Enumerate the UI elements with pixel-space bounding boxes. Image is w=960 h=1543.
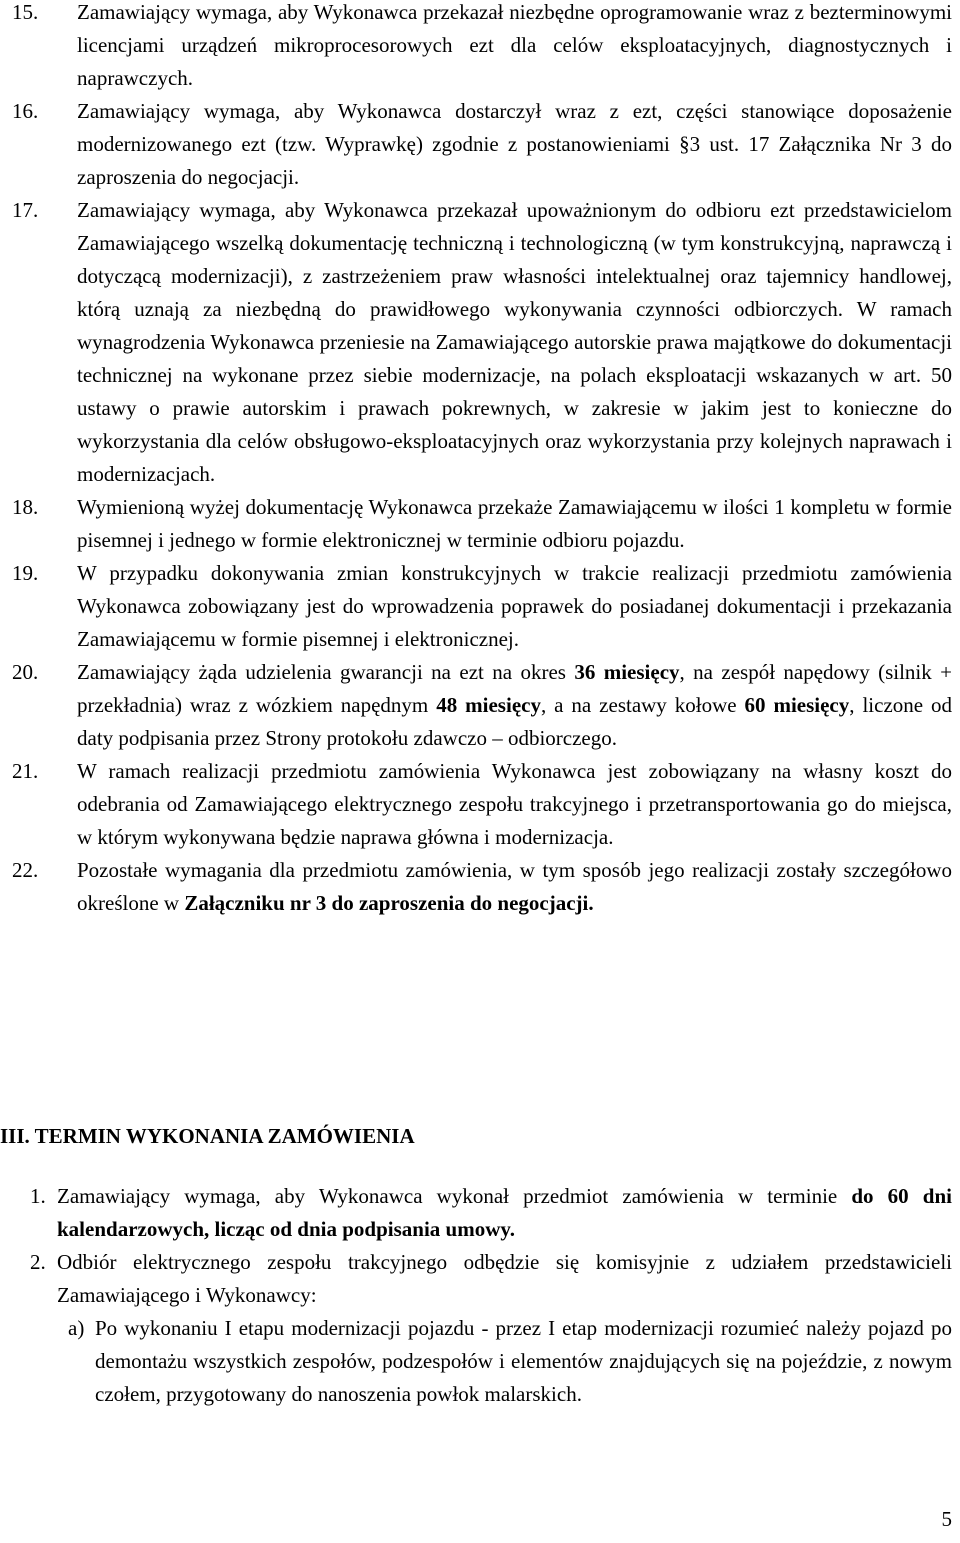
list-item-19 — [12, 557, 952, 656]
bold-text: 48 miesięcy — [436, 693, 541, 717]
list-item-1 — [30, 1180, 952, 1246]
page-number: 5 — [941, 1507, 952, 1531]
item-number: 20. — [12, 660, 39, 684]
item-text: Odbiór elektrycznego zespołu trakcyjnego odbędzie się komisyjnie z udziałem przedstawicieli Zamawiającego i Wykonawcy: — [57, 1250, 952, 1307]
sub-list-item-a — [68, 1312, 952, 1411]
item-text: W przypadku dokonywania zmian konstrukcyjnych w trakcie realizacji przedmiotu zamówienia Wykonawca zobowiązany jest do wprowadzenia poprawek do posiadanej dokumentacji i przekazania Zamawiającemu w formie pisemnej i elektronicznej. — [77, 561, 952, 651]
item-number: 1. — [30, 1184, 46, 1208]
list-item-18 — [12, 491, 952, 557]
section-heading: III. TERMIN WYKONANIA ZAMÓWIENIA — [0, 1124, 415, 1148]
item-number: 16. — [12, 99, 39, 123]
item-text: W ramach realizacji przedmiotu zamówienia Wykonawca jest zobowiązany na własny koszt do odebrania od Zamawiającego elektrycznego zespołu trakcyjnego i przetransportowania go do miejsca, w którym wykonywana będzie naprawa główna i modernizacja. — [77, 759, 952, 849]
numbered-list — [30, 1180, 952, 1411]
item-text — [77, 854, 952, 920]
item-text — [57, 1180, 952, 1246]
list-item-22 — [12, 854, 952, 920]
item-number: 21. — [12, 759, 39, 783]
text-run: , na zespół napędowy (silnik + przekładnia) wraz z wózkiem napędnym — [77, 660, 953, 717]
item-number: 2. — [30, 1250, 46, 1274]
item-number: 15. — [12, 0, 39, 24]
item-text: Wymienioną wyżej dokumentację Wykonawca przekaże Zamawiającemu w ilości 1 kompletu w formie pisemnej i jednego w formie elektronicznej w terminie odbioru pojazdu. — [77, 495, 952, 552]
text-run: Pozostałe wymagania dla przedmiotu zamówienia, w tym sposób jego realizacji zostały szczegółowo określone w — [77, 858, 952, 915]
sub-item-letter: a) — [68, 1316, 85, 1340]
bold-text: Załączniku nr 3 do zaproszenia do negocjacji. — [184, 891, 594, 915]
item-number: 22. — [12, 858, 39, 882]
bold-text: 60 miesięcy — [744, 693, 850, 717]
item-text: Zamawiający wymaga, aby Wykonawca przekazał upoważnionym do odbioru ezt przedstawicielom Zamawiającego wszelką dokumentację techniczną i technologiczną (w tym konstrukcyjną, naprawczą i dotyczącą modernizacji), z zastrzeżeniem praw własności intelektualnej oraz tajemnicy handlowej, którą uznają za niezbędną do prawidłowego wykonywania czynności odbiorczych. W ramach wynagrodzenia Wykonawca przeniesie na Zamawiającego autorskie prawa majątkowe do dokumentacji technicznej na wykonane przez siebie modernizacje, na polach eksploatacji wskazanych w art. 50 ustawy o prawie autorskim i prawach pokrewnych, w zakresie w jakim jest to konieczne do wykorzystania dla celów obsługowo-eksploatacyjnych oraz wykorzystania przy kolejnych naprawach i modernizacjach. — [77, 198, 952, 486]
item-text — [77, 656, 952, 755]
list-item-15 — [12, 0, 952, 95]
text-run: Zamawiający wymaga, aby Wykonawca wykonał przedmiot zamówienia w terminie — [57, 1184, 852, 1208]
item-text: Zamawiający wymaga, aby Wykonawca przekazał niezbędne oprogramowanie wraz z bezterminowymi licencjami urządzeń mikroprocesorowych ezt dla celów eksploatacyjnych, diagnostycznych i naprawczych. — [77, 0, 952, 90]
text-run: Zamawiający żąda udzielenia gwarancji na ezt na okres — [77, 660, 575, 684]
bold-text: 36 miesięcy — [574, 660, 680, 684]
list-item-17 — [12, 194, 952, 491]
sub-item-text: Po wykonaniu I etapu modernizacji pojazdu - przez I etap modernizacji rozumieć należy pojazd po demontażu wszystkich zespołów, podzespołów i elementów znajdujących się na pojeździe, z nowym czołem, przygotowany do nanoszenia powłok malarskich. — [95, 1316, 952, 1406]
list-item-20 — [12, 656, 952, 755]
numbered-list — [12, 0, 952, 920]
text-run: , a na zestawy kołowe — [540, 693, 745, 717]
item-number: 17. — [12, 198, 39, 222]
list-item-21 — [12, 755, 952, 854]
list-item-16 — [12, 95, 952, 194]
list-item-2 — [30, 1246, 952, 1312]
item-text: Zamawiający wymaga, aby Wykonawca dostarczył wraz z ezt, części stanowiące doposażenie modernizowanego ezt (tzw. Wyprawkę) zgodnie z postanowieniami §3 ust. 17 Załącznika Nr 3 do zaproszenia do negocjacji. — [77, 99, 952, 189]
text-run: , liczone od daty podpisania przez Strony protokołu zdawczo – odbiorczego. — [77, 693, 953, 750]
bold-text: do 60 dni kalendarzowych, licząc od dnia podpisania umowy. — [57, 1184, 952, 1241]
item-number: 18. — [12, 495, 39, 519]
item-number: 19. — [12, 561, 39, 585]
